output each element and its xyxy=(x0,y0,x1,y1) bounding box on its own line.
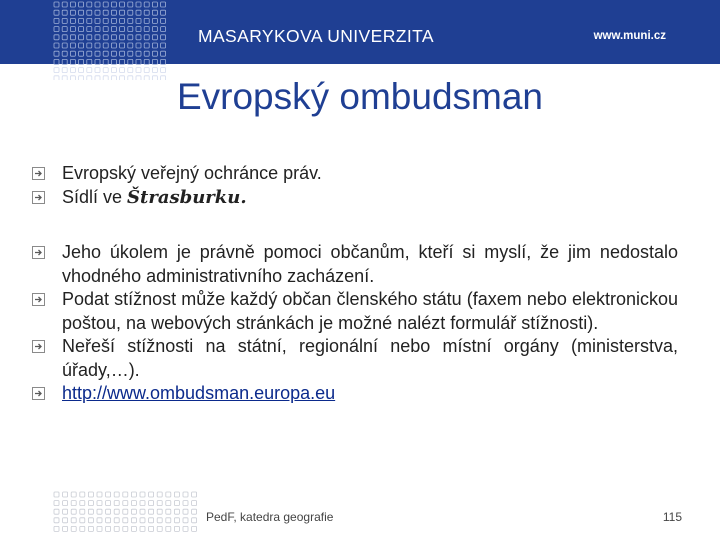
footer-department: PedF, katedra geografie xyxy=(206,510,334,524)
arrow-bullet-icon xyxy=(32,293,45,306)
emphasized-city: Štrasburku. xyxy=(127,186,247,208)
footer-dot-pattern xyxy=(52,490,202,540)
list-item xyxy=(62,382,678,406)
header-bar xyxy=(0,0,720,64)
list-item xyxy=(62,288,678,335)
bullet-list-primary xyxy=(62,162,678,209)
arrow-bullet-icon xyxy=(32,246,45,259)
website-url[interactable]: www.muni.cz xyxy=(593,30,666,42)
dot-grid-logo xyxy=(52,0,170,80)
bullet-text: Evropský veřejný ochránce práv. xyxy=(62,163,322,183)
list-item xyxy=(62,186,678,210)
list-item xyxy=(62,241,678,288)
arrow-bullet-icon xyxy=(32,340,45,353)
bullet-list-secondary xyxy=(62,241,678,406)
slide-title: Evropský ombudsman xyxy=(176,76,544,117)
bullet-text: Podat stížnost může každý občan členského státu (faxem nebo elektronickou poštou, na webových stránkách je možné nalézt formulář stížnosti). xyxy=(62,289,678,333)
arrow-bullet-icon xyxy=(32,167,45,180)
bullet-text: Neřeší stížnosti na státní, regionální nebo místní orgány (ministerstva, úřady,…). xyxy=(62,336,678,380)
page-number: 115 xyxy=(662,510,682,524)
arrow-bullet-icon xyxy=(32,387,45,400)
bullet-text: Jeho úkolem je právně pomoci občanům, kteří si myslí, že jim nedostalo vhodného administrativního zacházení. xyxy=(62,242,678,286)
arrow-bullet-icon xyxy=(32,191,45,204)
list-item xyxy=(62,162,678,186)
ombudsman-link[interactable]: http://www.ombudsman.europa.eu xyxy=(62,383,336,403)
university-name: MASARYKOVA UNIVERZITA xyxy=(198,26,434,46)
bullet-text: Sídlí ve xyxy=(62,186,128,207)
list-item xyxy=(62,335,678,382)
